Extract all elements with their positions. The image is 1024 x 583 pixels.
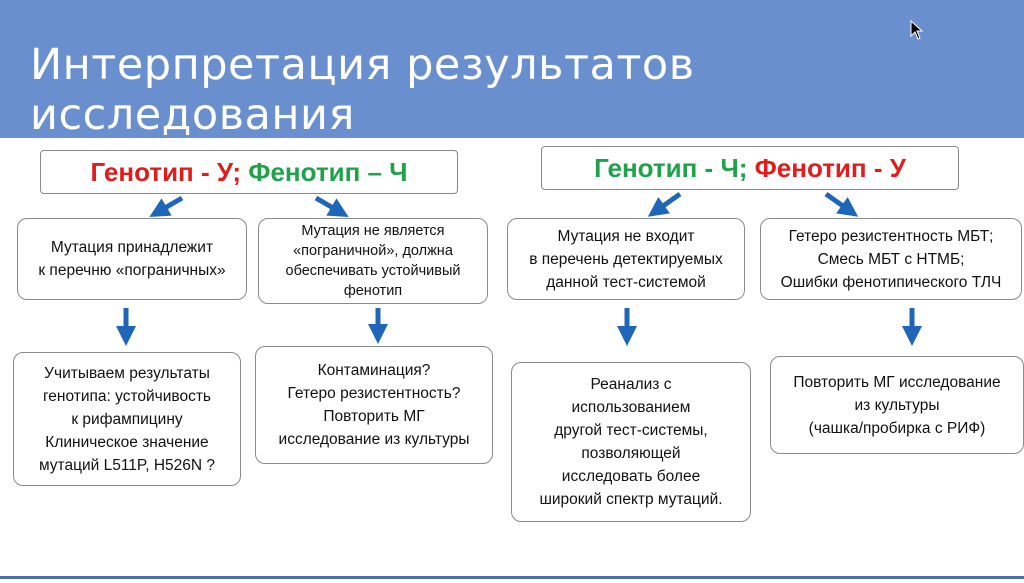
box-l3-line: к рифампицину [71,410,183,428]
box-r1-line: Мутация не входит [557,227,695,245]
box-r2-line: Гетеро резистентность МБТ; [788,227,994,245]
box-l4-line: исследование из культуры [278,431,470,448]
right-phenotype-label: Фенотип - У [754,152,906,183]
box-r3-line: широкий спектр мутаций. [539,491,723,508]
arrow-down-left-1 [158,198,182,212]
box-r1-line: в перечень детектируемых [529,250,723,268]
box-l2-line: обеспечивать устойчивый [285,263,461,279]
arrow-down-left-2 [656,194,680,211]
slide-title: Интерпретация результатов исследования [30,40,695,140]
box-l3-line: генотипа: устойчивость [42,387,212,405]
box-l1-line: Мутация принадлежит [50,239,214,256]
right-genotype-label: Генотип - Ч; [594,152,748,183]
box-l3-line: мутаций L511P, H526N ? [38,456,216,474]
box-l4-line: Гетеро резистентность? [287,385,461,402]
arrow-down-right-2 [826,194,850,211]
box-r3-line: исследовать более [561,468,701,485]
box-l2-line: Мутация не является [301,223,445,239]
box-r1-line: данной тест-системой [546,273,706,291]
box-l3-line: Клиническое значение [45,433,209,451]
box-r3-line: использованием [571,399,691,416]
box-r3-line: позволяющей [581,445,681,462]
box-r2-line: Ошибки фенотипического ТЛЧ [780,273,1002,291]
left-phenotype-label: Фенотип – Ч [248,156,408,187]
box-l2-line: «пограничной», должна [293,243,453,259]
box-l3-line: Учитываем результаты [44,364,210,382]
box-r2-line: Смесь МБТ с НТМБ; [817,250,965,268]
arrow-down-right-1 [316,198,340,212]
box-r4-line: из культуры [854,396,940,414]
left-genotype-label: Генотип - У; [90,156,242,187]
bottom-divider [0,576,1024,579]
box-r4-line: (чашка/пробирка с РИФ) [808,419,986,437]
box-l1-line: к перечню «пограничных» [38,262,226,279]
box-r4-line: Повторить МГ исследование [793,373,1001,391]
box-l2-line: фенотип [343,283,403,299]
box-l4-line: Повторить МГ [323,408,425,425]
box-r3-line: другой тест-системы, [554,422,708,439]
box-r3-line: Реанализ с [590,376,672,393]
box-l4-line: Контаминация? [317,362,431,379]
